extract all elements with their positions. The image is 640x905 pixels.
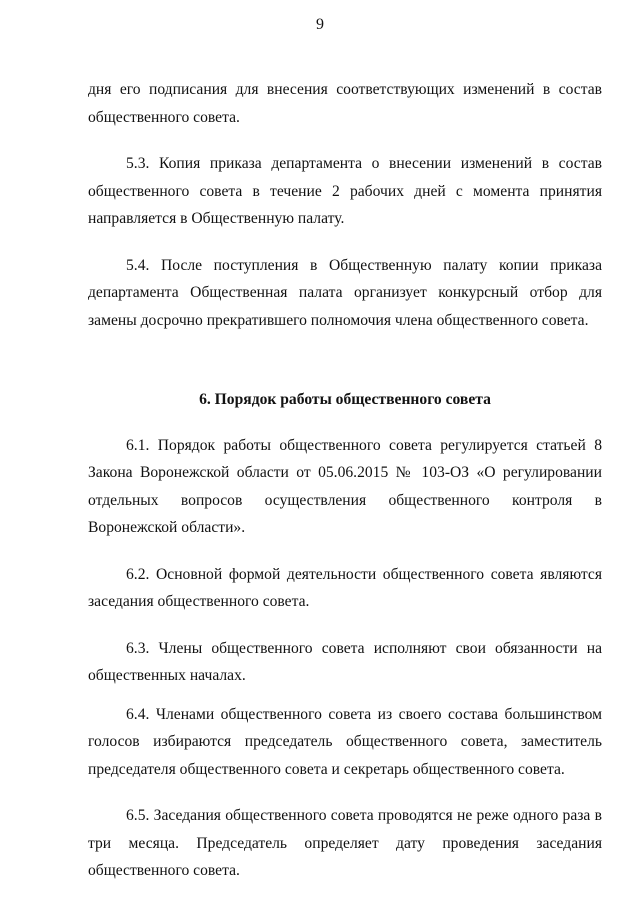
page-number: 9 — [316, 16, 324, 33]
paragraph-6-3: 6.3. Члены общественного совета исполняют свои обязанности на общественных началах. — [88, 639, 602, 684]
paragraph-continuation: дня его подписания для внесения соответствующих изменений в состав общественного совета. — [88, 81, 602, 126]
paragraph-5-3: 5.3. Копия приказа департамента о внесении изменений в состав общественного совета в течение 2 рабочих дней с момента принятия направляется в Общественную палату. — [88, 155, 602, 227]
paragraph-6-2: 6.2. Основной формой деятельности общественного совета являются заседания общественного совета. — [88, 565, 602, 610]
paragraph-5-4: 5.4. После поступления в Общественную палату копии приказа департамента Общественная палата организует конкурсный отбор для замены досрочно прекратившего полномочия члена общественного совета. — [88, 256, 602, 329]
section-heading: 6. Порядок работы общественного совета — [199, 391, 491, 408]
paragraph-6-1: 6.1. Порядок работы общественного совета регулируется статьей 8 Закона Воронежской области от 05.06.2015 № 103-ОЗ «О регулировании отдельных вопросов осуществления общественного контроля в Воронежской области». — [88, 436, 602, 536]
document-body — [88, 76, 602, 885]
paragraph-6-5: 6.5. Заседания общественного совета проводятся не реже одного раза в три месяца. Председатель определяет дату проведения заседания общественного совета. — [88, 807, 602, 879]
paragraph-6-4: 6.4. Членами общественного совета из своего состава большинством голосов избираются председатель общественного совета, заместитель председателя общественного совета и секретарь общественного совета. — [88, 705, 602, 778]
